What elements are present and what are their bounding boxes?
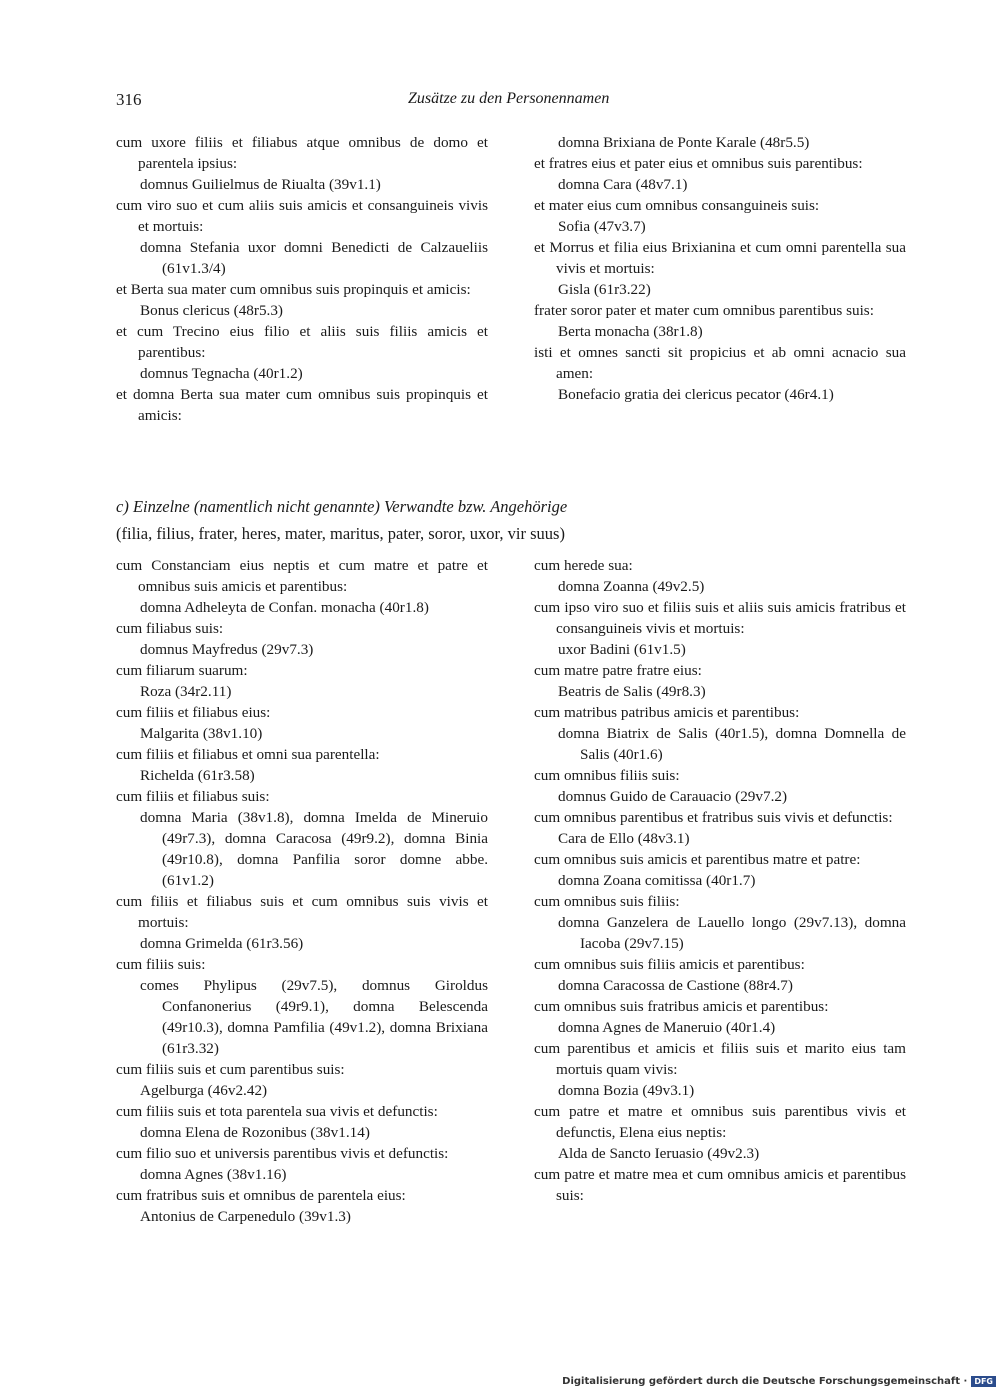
entry-names: Agelburga (46v2.42): [140, 1082, 268, 1099]
entry-names: domna Adheleyta de Confan. monacha (40r1.8): [140, 599, 429, 616]
footer-text: Digitalisierung gefördert durch die Deutsche Forschungsgemeinschaft ·: [562, 1376, 968, 1387]
entry-heading: cum filiis suis:: [116, 956, 206, 973]
entry-names: comes Phylipus (29v7.5), domnus Giroldus Confanonerius (49r9.1), domna Belescenda (49r10.3), domna Pamfilia (49v1.2), domna Brixiana (61r3.32): [140, 977, 488, 1057]
entry-heading: cum fratribus suis et omnibus de parentela eius:: [116, 1187, 406, 1204]
entry-heading: et fratres eius et pater eius et omnibus suis parentibus:: [534, 155, 863, 172]
entry-heading: cum filiis et filiabus et omni sua parentella:: [116, 746, 380, 763]
entry-names: domna Brixiana de Ponte Karale (48r5.5): [558, 134, 810, 151]
entry-names: Bonus clericus (48r5.3): [140, 302, 283, 319]
entry-heading: et Berta sua mater cum omnibus suis propinquis et amicis:: [116, 281, 471, 298]
entry-heading: et Morrus et filia eius Brixianina et cum omni parentella sua vivis et mortuis:: [534, 239, 906, 277]
section-title: c) Einzelne (namentlich nicht genannte) Verwandte bzw. Angehörige: [116, 497, 568, 516]
entry-heading: cum matre patre fratre eius:: [534, 662, 702, 679]
entry-heading: cum filiis et filiabus suis:: [116, 788, 270, 805]
entry-names: Cara de Ello (48v3.1): [558, 830, 690, 847]
entry-heading: isti et omnes sancti sit propicius et ab omni acnacio sua amen:: [534, 344, 906, 382]
entry-names: domna Bozia (49v3.1): [558, 1082, 695, 1099]
entry-names: domna Cara (48v7.1): [558, 176, 688, 193]
entry-heading: et cum Trecino eius filio et aliis suis filiis amicis et parentibus:: [116, 323, 488, 361]
entry-names: domna Biatrix de Salis (40r1.5), domna Domnella de Salis (40r1.6): [558, 725, 906, 763]
dfg-logo: DFG: [971, 1376, 996, 1387]
entry-names: domna Ganzelera de Lauello longo (29v7.13), domna Iacoba (29v7.15): [558, 914, 906, 952]
entry-heading: cum filiis et filiabus eius:: [116, 704, 271, 721]
entry-heading: cum parentibus et amicis et filiis suis et marito eius tam mortuis quam vivis:: [534, 1040, 906, 1078]
entry-heading: cum omnibus parentibus et fratribus suis vivis et defunctis:: [534, 809, 893, 826]
entry-heading: cum omnibus suis filiis amicis et parentibus:: [534, 956, 805, 973]
entry-names: Alda de Sancto Ieruasio (49v2.3): [558, 1145, 760, 1162]
entry-names: domna Stefania uxor domni Benedicti de Calzaueliis (61v1.3/4): [140, 239, 488, 277]
entry-heading: cum filiis suis et cum parentibus suis:: [116, 1061, 345, 1078]
entry-names: uxor Badini (61v1.5): [558, 641, 686, 658]
entry-heading: cum filiarum suarum:: [116, 662, 248, 679]
entry-names: domnus Guido de Carauacio (29v7.2): [558, 788, 788, 805]
entry-heading: cum omnibus suis filiis:: [534, 893, 680, 910]
section-subtitle: (filia, filius, frater, heres, mater, maritus, pater, soror, uxor, vir suus): [116, 524, 565, 543]
entry-heading: cum patre et matre mea et cum omnibus amicis et parentibus suis:: [534, 1166, 906, 1204]
entry-names: Antonius de Carpenedulo (39v1.3): [140, 1208, 351, 1225]
entry-names: Bonefacio gratia dei clericus pecator (46r4.1): [558, 386, 834, 403]
column-bottom-left: [116, 555, 488, 1227]
entry-heading: et mater eius cum omnibus consanguineis suis:: [534, 197, 820, 214]
entry-heading: cum herede sua:: [534, 557, 633, 574]
entry-heading: frater soror pater et mater cum omnibus parentibus suis:: [534, 302, 874, 319]
entry-heading: cum patre et matre et omnibus suis parentibus vivis et defunctis, Elena eius neptis:: [534, 1103, 906, 1141]
entry-heading: cum ipso viro suo et filiis suis et aliis suis amicis fratribus et consanguineis vivis et mortuis:: [534, 599, 906, 637]
entry-heading: cum viro suo et cum aliis suis amicis et consanguineis vivis et mortuis:: [116, 197, 488, 235]
entry-names: domnus Mayfredus (29v7.3): [140, 641, 314, 658]
column-top-right: [534, 132, 906, 405]
entry-heading: cum omnibus filiis suis:: [534, 767, 680, 784]
running-title: Zusätze zu den Personennamen: [408, 90, 610, 107]
entry-names: Malgarita (38v1.10): [140, 725, 263, 742]
entry-names: domna Zoanna (49v2.5): [558, 578, 705, 595]
entry-names: Richelda (61r3.58): [140, 767, 255, 784]
entry-heading: cum omnibus suis amicis et parentibus matre et patre:: [534, 851, 861, 868]
entry-heading: cum filiabus suis:: [116, 620, 224, 637]
entry-names: domnus Tegnacha (40r1.2): [140, 365, 303, 382]
column-bottom-right: [534, 555, 906, 1206]
entry-heading: cum filiis et filiabus suis et cum omnibus suis vivis et mortuis:: [116, 893, 488, 931]
entry-names: domna Agnes (38v1.16): [140, 1166, 287, 1183]
entry-names: domna Zoana comitissa (40r1.7): [558, 872, 756, 889]
column-top-left: [116, 132, 488, 426]
entry-heading: et domna Berta sua mater cum omnibus suis propinquis et amicis:: [116, 386, 488, 424]
entry-heading: cum filio suo et universis parentibus vivis et defunctis:: [116, 1145, 449, 1162]
page-number: 316: [116, 90, 142, 109]
entry-names: domna Grimelda (61r3.56): [140, 935, 304, 952]
entry-names: Gisla (61r3.22): [558, 281, 651, 298]
entry-names: domna Maria (38v1.8), domna Imelda de Mineruio (49r7.3), domna Caracosa (49r9.2), domna Binia (49r10.8), domna Panfilia soror domne abbe. (61v1.2): [140, 809, 488, 889]
entry-names: domna Caracossa de Castione (88r4.7): [558, 977, 793, 994]
entry-names: Beatris de Salis (49r8.3): [558, 683, 706, 700]
entry-heading: cum Constanciam eius neptis et cum matre et patre et omnibus suis amicis et parentibus:: [116, 557, 488, 595]
entry-names: domnus Guilielmus de Riualta (39v1.1): [140, 176, 381, 193]
entry-heading: cum matribus patribus amicis et parentibus:: [534, 704, 800, 721]
entry-heading: cum omnibus suis fratribus amicis et parentibus:: [534, 998, 829, 1015]
entry-names: domna Agnes de Maneruio (40r1.4): [558, 1019, 776, 1036]
entry-names: Sofia (47v3.7): [558, 218, 646, 235]
entry-names: Berta monacha (38r1.8): [558, 323, 703, 340]
entry-names: domna Elena de Rozonibus (38v1.14): [140, 1124, 370, 1141]
entry-names: Roza (34r2.11): [140, 683, 232, 700]
footer: [562, 1376, 996, 1387]
entry-heading: cum filiis suis et tota parentela sua vivis et defunctis:: [116, 1103, 438, 1120]
entry-heading: cum uxore filiis et filiabus atque omnibus de domo et parentela ipsius:: [116, 134, 488, 172]
